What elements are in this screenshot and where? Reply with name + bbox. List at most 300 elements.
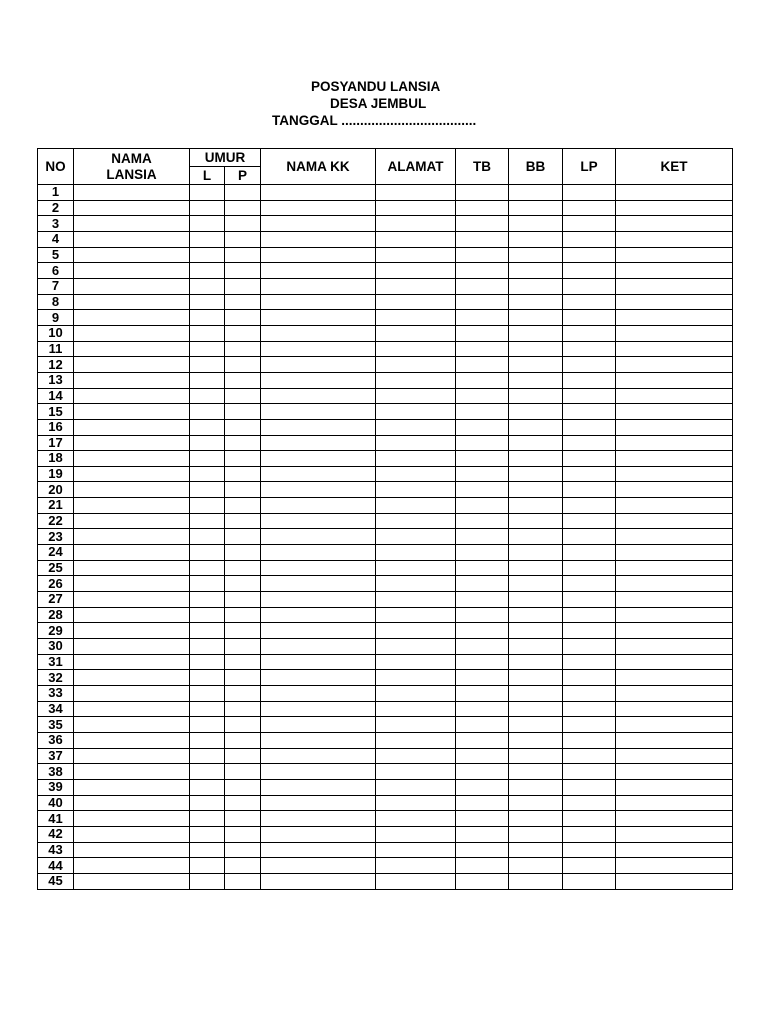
table-row [38,795,733,811]
umur-l-cell [190,826,225,842]
lp-cell [563,278,616,294]
ket-cell [616,623,733,639]
ket-cell [616,639,733,655]
tb-cell [456,451,509,467]
tb-cell [456,404,509,420]
lp-cell [563,576,616,592]
table-row [38,451,733,467]
alamat-cell [376,842,456,858]
nama-lansia-cell [74,451,190,467]
umur-p-cell [225,388,261,404]
alamat-cell [376,873,456,889]
nama-kk-cell [261,873,376,889]
table-row [38,513,733,529]
alamat-cell [376,278,456,294]
bb-cell [509,576,563,592]
lp-cell [563,701,616,717]
row-number: 14 [38,388,74,404]
nama-lansia-cell [74,325,190,341]
table-row [38,435,733,451]
tb-cell [456,873,509,889]
table-row [38,388,733,404]
table-row [38,717,733,733]
ket-cell [616,826,733,842]
alamat-cell [376,858,456,874]
nama-lansia-cell [74,419,190,435]
nama-lansia-cell [74,811,190,827]
nama-lansia-cell [74,310,190,326]
bb-cell [509,372,563,388]
umur-l-cell [190,623,225,639]
row-number: 34 [38,701,74,717]
table-row [38,231,733,247]
umur-p-cell [225,247,261,263]
tb-cell [456,670,509,686]
alamat-cell [376,357,456,373]
table-row [38,592,733,608]
nama-lansia-cell [74,654,190,670]
tb-cell [456,263,509,279]
bb-cell [509,764,563,780]
nama-lansia-cell [74,294,190,310]
umur-p-cell [225,419,261,435]
table-row [38,466,733,482]
ket-cell [616,200,733,216]
row-number: 6 [38,263,74,279]
nama-kk-cell [261,545,376,561]
alamat-cell [376,607,456,623]
nama-kk-cell [261,466,376,482]
alamat-cell [376,372,456,388]
lp-cell [563,560,616,576]
bb-cell [509,419,563,435]
bb-cell [509,200,563,216]
nama-lansia-cell [74,701,190,717]
row-number: 10 [38,325,74,341]
nama-lansia-cell [74,576,190,592]
table-row [38,873,733,889]
nama-kk-cell [261,748,376,764]
tb-cell [456,372,509,388]
umur-p-cell [225,654,261,670]
lp-cell [563,623,616,639]
nama-lansia-cell [74,592,190,608]
document-title: POSYANDU LANSIA [311,79,441,94]
lp-cell [563,842,616,858]
ket-cell [616,294,733,310]
nama-lansia-cell [74,842,190,858]
lp-cell [563,498,616,514]
lp-cell [563,185,616,201]
ket-cell [616,873,733,889]
table-row [38,779,733,795]
nama-lansia-cell [74,231,190,247]
row-number: 5 [38,247,74,263]
alamat-cell [376,263,456,279]
ket-cell [616,482,733,498]
lp-cell [563,482,616,498]
table-row [38,341,733,357]
bb-cell [509,388,563,404]
nama-lansia-cell [74,686,190,702]
tb-cell [456,811,509,827]
ket-cell [616,779,733,795]
date-field: TANGGAL .................................... [272,113,477,128]
ket-cell [616,795,733,811]
nama-lansia-cell [74,482,190,498]
umur-l-cell [190,498,225,514]
nama-lansia-cell [74,278,190,294]
alamat-cell [376,310,456,326]
ket-cell [616,545,733,561]
row-number: 26 [38,576,74,592]
nama-kk-cell [261,717,376,733]
alamat-cell [376,341,456,357]
tb-cell [456,529,509,545]
umur-p-cell [225,278,261,294]
umur-l-cell [190,717,225,733]
umur-l-cell [190,686,225,702]
ket-cell [616,529,733,545]
umur-l-cell [190,466,225,482]
umur-p-cell [225,686,261,702]
ket-cell [616,247,733,263]
umur-l-cell [190,764,225,780]
ket-cell [616,764,733,780]
alamat-cell [376,732,456,748]
alamat-cell [376,545,456,561]
umur-l-cell [190,670,225,686]
row-number: 22 [38,513,74,529]
lp-cell [563,372,616,388]
nama-kk-cell [261,372,376,388]
umur-p-cell [225,858,261,874]
bb-cell [509,216,563,232]
nama-kk-cell [261,560,376,576]
umur-p-cell [225,231,261,247]
tb-cell [456,310,509,326]
tb-cell [456,592,509,608]
bb-cell [509,592,563,608]
bb-cell [509,435,563,451]
table-row [38,404,733,420]
ket-cell [616,388,733,404]
ket-cell [616,498,733,514]
nama-lansia-cell [74,670,190,686]
lp-cell [563,357,616,373]
nama-lansia-cell [74,185,190,201]
umur-l-cell [190,341,225,357]
nama-kk-cell [261,435,376,451]
tb-cell [456,732,509,748]
nama-kk-cell [261,185,376,201]
table-row [38,482,733,498]
table-row [38,732,733,748]
tb-cell [456,278,509,294]
alamat-cell [376,482,456,498]
nama-kk-cell [261,451,376,467]
ket-cell [616,686,733,702]
alamat-cell [376,560,456,576]
umur-p-cell [225,435,261,451]
umur-l-cell [190,529,225,545]
umur-p-cell [225,294,261,310]
umur-p-cell [225,498,261,514]
nama-kk-cell [261,200,376,216]
row-number: 4 [38,231,74,247]
bb-cell [509,811,563,827]
row-number: 43 [38,842,74,858]
lp-cell [563,764,616,780]
ket-cell [616,717,733,733]
nama-lansia-cell [74,357,190,373]
table-row [38,748,733,764]
row-number: 8 [38,294,74,310]
nama-kk-cell [261,216,376,232]
ket-cell [616,435,733,451]
tb-cell [456,795,509,811]
tb-cell [456,826,509,842]
umur-l-cell [190,357,225,373]
ket-cell [616,811,733,827]
nama-kk-cell [261,341,376,357]
tb-cell [456,216,509,232]
tb-cell [456,513,509,529]
umur-l-cell [190,701,225,717]
alamat-cell [376,795,456,811]
umur-p-cell [225,200,261,216]
umur-l-cell [190,639,225,655]
alamat-cell [376,779,456,795]
alamat-cell [376,639,456,655]
umur-p-cell [225,576,261,592]
alamat-cell [376,701,456,717]
ket-cell [616,513,733,529]
bb-cell [509,341,563,357]
nama-lansia-cell [74,388,190,404]
alamat-cell [376,185,456,201]
bb-cell [509,357,563,373]
row-number: 30 [38,639,74,655]
umur-l-cell [190,858,225,874]
tb-cell [456,466,509,482]
table-row [38,357,733,373]
umur-p-cell [225,639,261,655]
lp-cell [563,294,616,310]
tb-cell [456,325,509,341]
bb-cell [509,826,563,842]
table-body [38,185,733,890]
umur-l-cell [190,560,225,576]
nama-kk-cell [261,498,376,514]
umur-p-cell [225,811,261,827]
bb-cell [509,325,563,341]
row-number: 24 [38,545,74,561]
table-row [38,529,733,545]
umur-l-cell [190,545,225,561]
ket-cell [616,842,733,858]
table-row [38,607,733,623]
nama-kk-cell [261,686,376,702]
umur-l-cell [190,451,225,467]
row-number: 42 [38,826,74,842]
alamat-cell [376,419,456,435]
umur-l-cell [190,732,225,748]
tb-cell [456,435,509,451]
umur-l-cell [190,873,225,889]
ket-cell [616,185,733,201]
lp-cell [563,748,616,764]
column-header-tb: TB [456,149,509,185]
tb-cell [456,654,509,670]
nama-lansia-cell [74,529,190,545]
umur-p-cell [225,310,261,326]
bb-cell [509,482,563,498]
alamat-cell [376,404,456,420]
ket-cell [616,372,733,388]
nama-kk-cell [261,388,376,404]
bb-cell [509,294,563,310]
ket-cell [616,216,733,232]
bb-cell [509,185,563,201]
umur-p-cell [225,560,261,576]
lp-cell [563,654,616,670]
bb-cell [509,231,563,247]
nama-lansia-cell [74,607,190,623]
umur-l-cell [190,294,225,310]
nama-lansia-cell [74,639,190,655]
table-row [38,325,733,341]
column-header-umur: UMUR [190,149,261,167]
alamat-cell [376,200,456,216]
tb-cell [456,701,509,717]
row-number: 44 [38,858,74,874]
alamat-cell [376,388,456,404]
row-number: 19 [38,466,74,482]
lp-cell [563,873,616,889]
bb-cell [509,858,563,874]
row-number: 20 [38,482,74,498]
bb-cell [509,873,563,889]
nama-kk-cell [261,732,376,748]
bb-cell [509,639,563,655]
ket-cell [616,310,733,326]
tb-cell [456,560,509,576]
umur-p-cell [225,404,261,420]
bb-cell [509,701,563,717]
row-number: 39 [38,779,74,795]
nama-kk-cell [261,779,376,795]
umur-l-cell [190,185,225,201]
nama-lansia-cell [74,873,190,889]
ket-cell [616,231,733,247]
umur-p-cell [225,263,261,279]
umur-p-cell [225,795,261,811]
nama-kk-cell [261,263,376,279]
nama-kk-cell [261,231,376,247]
row-number: 21 [38,498,74,514]
row-number: 7 [38,278,74,294]
umur-l-cell [190,811,225,827]
bb-cell [509,842,563,858]
nama-kk-cell [261,513,376,529]
umur-l-cell [190,795,225,811]
table-row [38,372,733,388]
nama-lansia-cell [74,216,190,232]
lp-cell [563,732,616,748]
elderly-register-table [37,148,733,890]
bb-cell [509,263,563,279]
nama-kk-cell [261,404,376,420]
tb-cell [456,419,509,435]
ket-cell [616,278,733,294]
tb-cell [456,341,509,357]
nama-lansia-cell [74,545,190,561]
alamat-cell [376,231,456,247]
umur-l-cell [190,482,225,498]
umur-l-cell [190,372,225,388]
nama-kk-cell [261,529,376,545]
umur-p-cell [225,607,261,623]
alamat-cell [376,466,456,482]
nama-kk-cell [261,654,376,670]
ket-cell [616,419,733,435]
bb-cell [509,404,563,420]
table-row [38,278,733,294]
nama-lansia-cell [74,263,190,279]
umur-l-cell [190,842,225,858]
tb-cell [456,482,509,498]
tb-cell [456,294,509,310]
nama-lansia-cell [74,372,190,388]
ket-cell [616,858,733,874]
tb-cell [456,231,509,247]
umur-p-cell [225,545,261,561]
umur-p-cell [225,185,261,201]
nama-kk-cell [261,795,376,811]
bb-cell [509,560,563,576]
table-row [38,247,733,263]
table-row [38,826,733,842]
row-number: 32 [38,670,74,686]
nama-kk-cell [261,858,376,874]
table-row [38,701,733,717]
nama-lansia-cell [74,748,190,764]
bb-cell [509,670,563,686]
table-row [38,294,733,310]
row-number: 38 [38,764,74,780]
table-row [38,498,733,514]
umur-p-cell [225,482,261,498]
bb-cell [509,513,563,529]
table-row [38,200,733,216]
ket-cell [616,701,733,717]
umur-p-cell [225,325,261,341]
bb-cell [509,795,563,811]
row-number: 36 [38,732,74,748]
row-number: 27 [38,592,74,608]
umur-p-cell [225,748,261,764]
column-header-no: NO [38,149,74,185]
nama-kk-cell [261,639,376,655]
nama-lansia-cell [74,435,190,451]
umur-l-cell [190,779,225,795]
nama-lansia-cell [74,404,190,420]
lp-cell [563,513,616,529]
nama-kk-cell [261,419,376,435]
nama-kk-cell [261,325,376,341]
ket-cell [616,748,733,764]
